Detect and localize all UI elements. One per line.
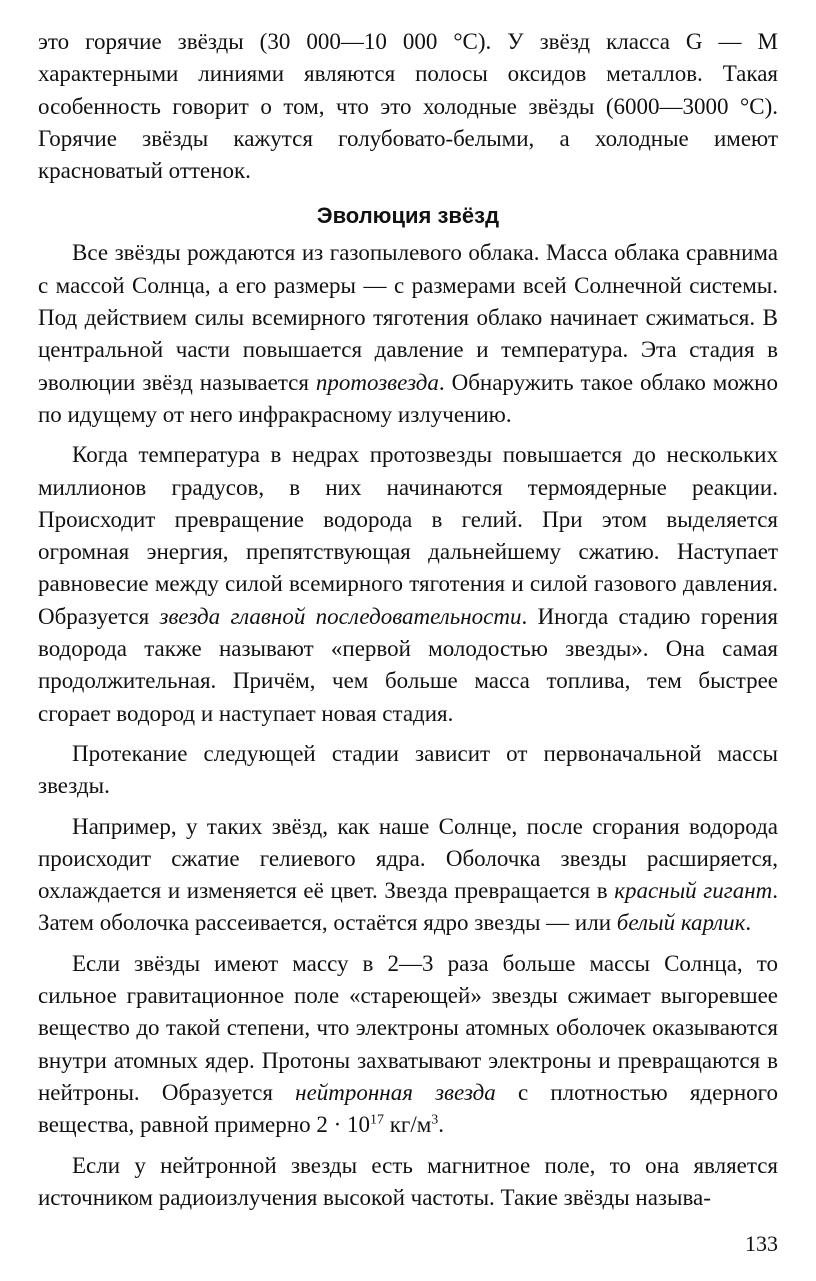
paragraph-text: . Обнаружить такое облако можно по идущему от него инфракрасному излучению.: [38, 369, 778, 427]
paragraph-red-giant: [38, 811, 778, 940]
paragraph-text: Все звёзды рождаются из газопылевого облака. Масса облака сравнима с массой Солнца, а его размеры — с размерами всей Солнечной системы. Под действием силы всемирного тяготения облако начинает сжиматься. В центральной части повышается давление и температура. Эта стадия в эволюции звёзд называется: [38, 240, 778, 395]
paragraph-text: Протекание следующей стадии зависит от первоначальной массы звезды.: [38, 740, 778, 799]
paragraph-text: Если звёзды имеют массу в 2—3 раза больше массы Солнца, то сильное гравитационное поле «стареющей» звезды сжимает выгоревшее вещество до такой степени, что электроны атомных оболочек оказываются внутри атомных ядер. Протоны захватывают электроны и превращаются в нейтроны. Образуется: [38, 950, 778, 1105]
term-red-giant: красный гигант: [614, 878, 773, 904]
paragraph-next-stage: [38, 738, 778, 803]
term-protostar: протозвезда: [315, 369, 439, 395]
paragraph-text: Например, у таких звёзд, как наше Солнце, после сгорания водорода происходит сжатие гелиевого ядра. Оболочка звезды расширяется, охлаждается и изменяется её цвет. Звезда превращается в: [38, 813, 778, 904]
section-heading: Эволюция звёзд: [316, 203, 500, 229]
paragraph-protostar: [38, 237, 778, 431]
paragraph-neutron-star: [38, 948, 778, 1142]
paragraph-star-classes: [38, 26, 778, 187]
paragraph-text: это горячие звёзды (30 000—10 000 °С). У звёзд класса G — М характерными линиями являются полосы оксидов металлов. Такая особенность говорит о том, что это холодные звёзды (6000—3000 °С). Горячие звёзды кажутся голубовато-белыми, а холодные имеют красноватый оттенок.: [38, 29, 778, 184]
term-main-sequence-star: звезда главной последовательности: [159, 603, 522, 629]
paragraph-text: .: [438, 1112, 445, 1138]
paragraph-main-sequence: [38, 439, 778, 730]
paragraph-text: . Затем оболочка рассеивается, остаётся ядро звезды — или: [38, 878, 778, 936]
unit-exponent: 3: [431, 1112, 439, 1128]
paragraph-text: . Иногда стадию горения водорода также называют «первой молодостью звезды». Она самая продолжительная. Причём, чем больше масса топлива, тем быстрее сгорает водород и наступает новая стадия.: [38, 603, 779, 726]
paragraph-text: кг/м: [383, 1112, 432, 1138]
density-exponent: 17: [369, 1112, 384, 1128]
paragraph-text: Если у нейтронной звезды есть магнитное поле, то она является источником радиоизлучения высокой частоты. Такие звёзды называ-: [38, 1152, 778, 1210]
paragraph-radio-emission: [38, 1150, 778, 1215]
term-white-dwarf: белый карлик: [616, 910, 746, 936]
paragraph-text: с плотностью ядерного вещества, равной примерно 2 · 10: [38, 1079, 778, 1138]
paragraph-text: .: [745, 910, 752, 936]
term-neutron-star: нейтронная звезда: [295, 1079, 496, 1105]
page-number: 133: [745, 1231, 778, 1256]
paragraph-text: Когда температура в недрах протозвезды повышается до нескольких миллионов градусов, в них начинаются термоядерные реакции. Происходит превращение водорода в гелий. При этом выделяется огромная энергия, препятствующая дальнейшему сжатию. Наступает равновесие между силой всемирного тяготения и силой газового давления. Образуется: [38, 442, 778, 629]
